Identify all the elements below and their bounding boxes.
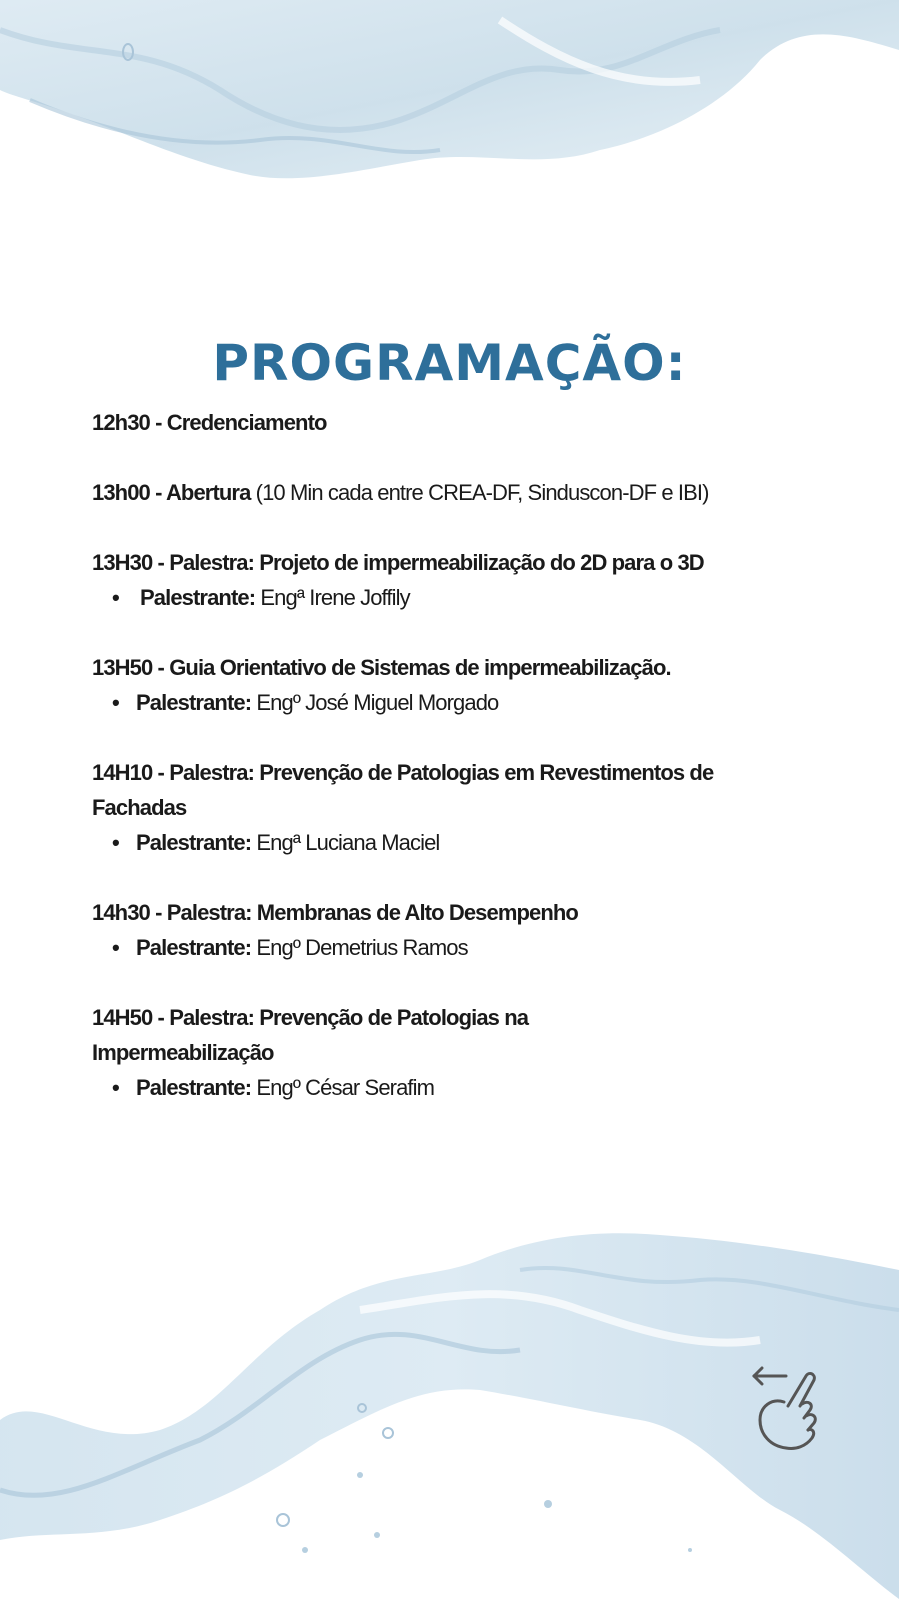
item-time: 13H30 <box>92 550 153 575</box>
speaker-line <box>92 930 812 965</box>
item-title: Credenciamento <box>166 410 327 435</box>
item-title: Abertura <box>165 480 251 505</box>
schedule-item <box>92 545 812 615</box>
schedule-item <box>92 405 812 440</box>
bullet-icon: • <box>112 1075 119 1100</box>
schedule-item-heading: 13h00 - Abertura (10 Min cada entre CREA-DF, Sinduscon-DF e IBI) <box>92 480 709 505</box>
item-time: 14H50 <box>92 1005 153 1030</box>
item-title: Palestra: Projeto de impermeabilização do 2D para o 3D <box>169 550 704 575</box>
speaker-name: Engº César Serafim <box>251 1075 435 1100</box>
water-splash-top-decoration <box>0 0 899 200</box>
item-time: 13H50 <box>92 655 153 680</box>
schedule-item-heading: 14H10 - Palestra: Prevenção de Patologias em Revestimentos de Fachadas <box>92 760 714 820</box>
schedule-item-heading: 14h30 - Palestra: Membranas de Alto Desempenho <box>92 900 578 925</box>
item-title: Palestra: Prevenção de Patologias em Revestimentos de Fachadas <box>92 760 714 820</box>
bullet-icon: • <box>112 935 119 960</box>
item-title: Palestra: Membranas de Alto Desempenho <box>166 900 578 925</box>
item-time: 12h30 <box>92 410 150 435</box>
bullet-icon: • <box>112 690 119 715</box>
speaker-name: Engª Luciana Maciel <box>251 830 440 855</box>
speaker-label: Palestrante: <box>136 830 252 855</box>
item-title: Palestra: Prevenção de Patologias na Impermeabilização <box>92 1005 529 1065</box>
speaker-label: Palestrante: <box>140 585 256 610</box>
item-title: Guia Orientativo de Sistemas de impermeabilização. <box>169 655 671 680</box>
speaker-label: Palestrante: <box>136 935 252 960</box>
item-time: 13h00 <box>92 480 150 505</box>
speaker-name: Engº José Miguel Morgado <box>251 690 499 715</box>
bullet-icon: • <box>112 830 119 855</box>
schedule-item-heading: 14H50 - Palestra: Prevenção de Patologias na Impermeabilização <box>92 1005 529 1065</box>
bullet-icon: • <box>112 585 119 610</box>
schedule-item <box>92 475 812 510</box>
swipe-left-hand-icon <box>748 1362 828 1452</box>
schedule-item-heading: 13H30 - Palestra: Projeto de impermeabilização do 2D para o 3D <box>92 550 704 575</box>
schedule-item <box>92 1000 812 1105</box>
schedule-item <box>92 895 812 965</box>
item-note: (10 Min cada entre CREA-DF, Sinduscon-DF e IBI) <box>250 480 709 505</box>
speaker-name: Engº Demetrius Ramos <box>251 935 468 960</box>
schedule-list <box>92 405 812 1140</box>
page-title: PROGRAMAÇÃO: <box>212 333 687 392</box>
speaker-line <box>92 685 812 720</box>
speaker-name: Engª Irene Joffily <box>255 585 410 610</box>
schedule-item-heading: 12h30 - Credenciamento <box>92 410 327 435</box>
speaker-line <box>92 1070 812 1105</box>
item-time: 14H10 <box>92 760 153 785</box>
speaker-line <box>92 580 812 615</box>
speaker-label: Palestrante: <box>136 1075 252 1100</box>
schedule-item <box>92 755 812 860</box>
item-time: 14h30 <box>92 900 150 925</box>
speaker-label: Palestrante: <box>136 690 252 715</box>
schedule-item-heading: 13H50 - Guia Orientativo de Sistemas de impermeabilização. <box>92 655 671 680</box>
speaker-line <box>92 825 812 860</box>
schedule-item <box>92 650 812 720</box>
